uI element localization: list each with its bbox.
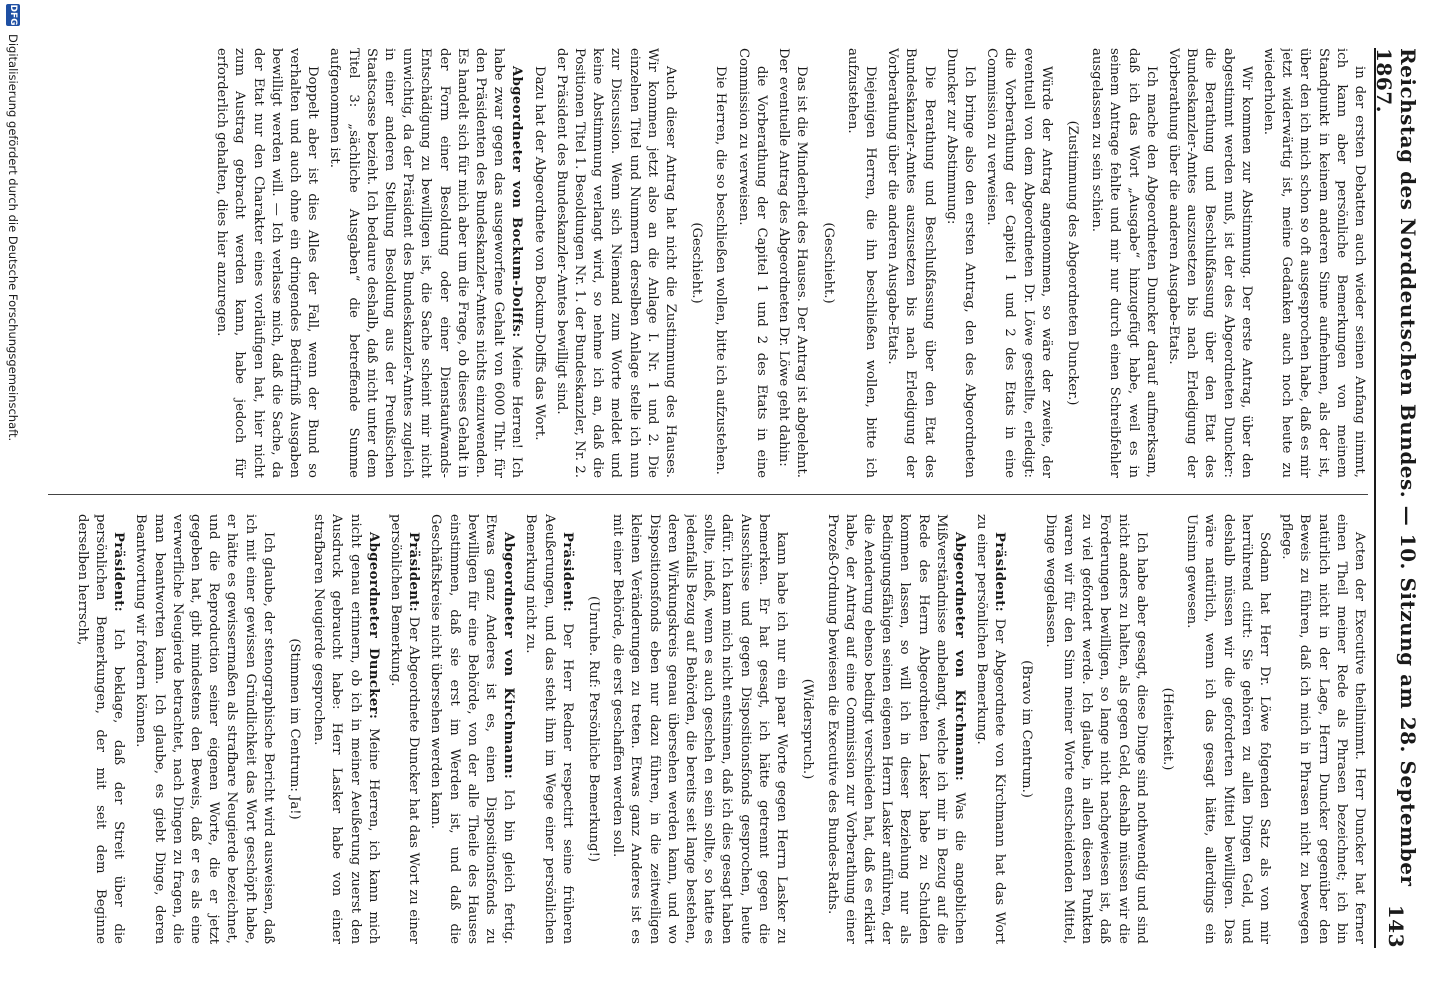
paragraph: Sodann hat Herr Dr. Löwe folgenden Satz als von mir herrührend citirt: Sie gehören zu allen Dingen Geld, und deshalb müssen wir die geforderten Mittel bewilligen. Das wäre natürlich, wenn ich das gesagt hätte, allerdings ein Unsinn gewesen. (1184, 514, 1272, 944)
paragraph (309, 514, 382, 944)
speech-text: Der Abgeordnete Duncker hat das Wort zu einer persönlichen Bemerkung. (388, 514, 422, 944)
header-rule (1374, 48, 1376, 948)
paragraph: Ich bringe also den ersten Antrag, den des Abgeordneten Duncker zur Abstimmung: (943, 48, 977, 478)
paragraph: Dazu hat der Abgeordnete von Bockum-Dolffs das Wort. (531, 66, 547, 441)
paragraph (325, 48, 525, 478)
stage-direction: (Unruhe. Ruf: Persönliche Bemerkung!) (586, 595, 602, 863)
left-column (48, 48, 1368, 478)
stage-direction: (Zustimmung des Abgeordneten Duncker.) (1064, 120, 1080, 406)
speech-text: Meine Herren, ich kann mich nicht genau erinnern, ob ich in meiner Aeußerung zuerst den Ausdruck gebraucht habe: Herr Lasker habe von einer strafbaren Neugierde gesprochen. (311, 514, 381, 944)
right-column (48, 514, 1368, 944)
running-title: Reichstag des Norddeutschen Bundes. — 10. Sitzung am 28. September 1867. (1372, 48, 1420, 887)
speaker-name: Präsident: (406, 532, 422, 613)
paragraph: kann habe ich nur ein paar Worte gegen Herrn Lasker zu bemerken. Er hat gesagt, ich hätte getrennt gegen die Ausschüsse und gegen Dispositionsfonds gesprochen, heute dafür. Ich kann mich nicht entsinnen, daß ich dies gesagt haben sollte, indeß, wenn es auch gescheh en sein sollte, so hatte es jedenfalls Bezug auf Behörden, die bereits seit lange bestehen, deren Wirkungskreis genau übersehen werden kann, und wo Dispositionsfonds eben nur dazu führen, in die zeitweiligen kleinen Veränderungen zu treten. Etwas ganz Anderes ist es mit einer Behörde, die erst geschaffen werden soll. (610, 514, 790, 944)
speaker-name: Präsident: (111, 532, 127, 613)
paragraph: die Vorberathung der Capitel 1 und 2 des Etats in eine Commission zu verweisen. (735, 48, 769, 478)
paragraph: Doppelt aber ist dies Alles der Fall, wenn der Bund so verhalten und auch ohne ein dringendes Bedürfniß Ausgaben bewilligt werden will. — Ich verlasse mich, daß die Sache, da der Etat nur den Charakter eines vorläufigen hat, hier nicht zum Austrag gebracht werden kann, habe jedoch für erforderlich gehalten, dies hier anzuregen. (214, 48, 321, 478)
speech-text: Was die angeblichen Mißverständnisse anbelangt, welche ich mir in Bezug auf die Rede des Herrn Abgeordneten Lasker habe zu Schulden kommen lassen, so will ich in dieser Beziehung nur als Bedingungsfähigen seinen eigenen Herrn Lasker anführen, der die Aenderung ebenso bedingt verschieden hat, daß es erklärt habe, der Antrag auf eine Commission zur Vorberathung einer Prozeß-Ordnung bewiesen die Executive des Bundes-Raths. (824, 514, 967, 944)
paragraph (521, 514, 576, 944)
speaker-name: Abgeordneter von Kirchmann: (951, 532, 967, 782)
column-divider (48, 494, 1368, 495)
speaker-name: Präsident: (559, 532, 575, 613)
paragraph: Würde der Antrag angenommen, so wäre der zweite, der eventuell von dem Abgeordneten Dr. Löwe gestellte, erledigt: die Vorberathung der Capitel 1 und 2 des Etats in eine Commission zu verweisen. (984, 48, 1054, 478)
speech-text: Ich beklage, daß der Streit über die persönlichen Bemerkungen, der mit seit dem Beginne derselben herrscht, (74, 514, 127, 944)
paragraph: in der ersten Debatten auch wieder seinen Anfang nimmt, ich kann aber persönliche Bemerkungen von meinem Standpunkt in keinem anderen Sinne aufnehmen, als der ist, über den ich mich schon so oft ausgesprochen habe, daß es mir jetzt widerwärtig ist, meine Gedanken auch noch heute zu wiederholen. (1260, 48, 1367, 478)
paragraph (426, 514, 517, 944)
speech-text: Meine Herren! Ich habe zwar gegen das ausgeworfene Gehalt von 6000 Thlr. für den Präsidenten des Bundeskanzler-Amtes nichts einzuwenden. Es handelt sich für mich aber um die Frage, ob dieses Gehalt in der Form einer Besoldung oder einer Dienstaufwands-Entschädigung zu bewilligen ist, die Sache scheint mir nicht unwichtig, da der Präsident des Bundeskanzler-Amtes zugleich in einer anderen Stellung Besoldung aus der Preußischen Staatscasse bezieht. Ich bedaure deshalb, daß nicht unter dem Titel 3: „sächliche Ausgaben“ die betreffende Summe aufgenommen ist. (327, 48, 525, 478)
footer-text: Digitalisierung gefördert durch die Deutsche Forschungsgemeinschaft. (6, 34, 20, 442)
speaker-name: Abgeordneter von Kirchmann: (501, 532, 517, 780)
speech-text: Der Herr Redner respectirt seine früheren Aeußerungen, und das steht ihm im Wege einer persönlichen Bemerkung nicht zu. (523, 514, 575, 944)
paragraph: Wir kommen zur Abstimmung. Der erste Antrag, über den abgestimmt werden muß, ist der des Abgeordneten Duncker: die Berathung und Beschlußfassung über den Etat des Bundeskanzler-Amtes auszusetzen bis nach Erledigung der Vorberathung über die anderen Ausgabe-Etats. (1165, 48, 1254, 478)
paragraph: Diejenigen Herren, die ihn beschließen wollen, bitte ich aufzustehen. (844, 48, 878, 478)
page-footer (2, 0, 24, 1000)
paragraph: Ich mache den Abgeordneten Duncker darauf aufmerksam, daß ich das Wort „Ausgabe“ hinzugefügt habe, weil es in seinem Antrage fehlte und mir nur durch einen Schreibfehler ausgelassen zu sein schien. (1089, 48, 1159, 478)
stage-direction: (Stimmen im Centrum: Ja!) (287, 638, 303, 820)
stage-direction: (Bravo im Centrum.) (1018, 660, 1034, 798)
stage-direction: (Geschieht.) (689, 222, 705, 304)
paragraph: Auch dieser Antrag hat nicht die Zustimmung des Hauses. Wir kommen jetzt also an die Anlage I. Nr. 1 und 2. Die einzelnen Titel und Nummern derselben Anlage stelle ich nun zur Discussion. Wenn sich Niemand zum Worte meldet und keine Abstimmung verlangt wird, so nehme ich an, daß die Positionen Titel 1. Besoldungen Nr. 1. der Bundeskanzler, Nr. 2. der Präsident des Bundeskanzler-Amtes bewilligt sind. (553, 48, 679, 478)
dfg-logo: DFG (8, 4, 18, 26)
speech-text: Der Abgeordnete von Kirchmann hat das Wort zu einer persönlichen Bemerkung. (974, 514, 1008, 944)
paragraph (386, 514, 422, 944)
paragraph (73, 514, 128, 944)
speaker-name: Präsident: (992, 532, 1008, 613)
stage-direction: (Geschieht.) (820, 222, 836, 304)
stage-direction: (Heiterkeit.) (1159, 687, 1175, 771)
speech-text: Ich bin gleich fertig. Etwas ganz Anderes ist es, einen Dispositionsfonds zu bewilligen für eine Behörde, von der alle Theile des Hauses einstimmen, daß sie erst im Werden ist, und daß die Geschäftskreise nicht übersehen werden kann. (428, 514, 517, 944)
page-number: 143 (1384, 904, 1408, 948)
speaker-name: Abgeordneter Duncker: (365, 532, 381, 720)
paragraph (972, 514, 1008, 944)
stage-direction: (Widerspruch.) (800, 678, 816, 780)
paragraph: Acten der Executive theilnimmt. Herr Duncker hat ferner einen Theil meiner Rede als Phrasen bezeichnet; ich bin natürlich nicht in der Lage, Herrn Duncker gegenüber den Beweis zu führen, daß ich mich in Phrasen nicht zu bewegen pflege. (1279, 514, 1367, 944)
paragraph: Ich glaube, der stenographische Bericht wird ausweisen, daß ich mit einer gewissen Gründlichkeit das Wort geschöpft habe, er hätte es gewissermaßen als strafbare Neugierde bezeichnet, und die Reproduction seiner eigenen Worte, die er jetzt gegeben hat, gibt mindestens den Beweis, daß er es als eine verwerfliche Neugierde betrachtet, nach Dingen zu fragen, die man beantworten kann. Ich glaube, es giebt Dinge, deren Beantwortung wir fordern können. (133, 514, 276, 944)
paragraph (822, 514, 968, 944)
paragraph: Die Herren, die so beschließen wollen, bitte ich aufzustehen. (713, 66, 729, 475)
paragraph: Die Berathung und Beschlußfassung über den Etat des Bundeskanzler-Amtes auszusetzen bis nach Erledigung der Vorberathung über die anderen Ausgabe-Etats. (885, 48, 937, 478)
paragraph: Das ist die Minderheit des Hauses. Der Antrag ist abgelehnt. Der eventuelle Antrag des Abgeordneten Dr. Löwe geht dahin: (776, 48, 810, 478)
paragraph: Ich habe aber gesagt, diese Dinge sind nothwendig und sind nicht anders zu halten, als gegen Geld, deshalb müssen wir die Forderungen bewilligen, so lange nicht nachgewiesen ist, daß zu viel gefordert werde. Ich glaube, in allen diesen Punkten waren wir für den Sinn meiner Worte entscheidenden Mittel, Dinge weggelassen. (1042, 514, 1149, 944)
speaker-name: Abgeordneter von Bockum-Dolffs: (509, 66, 525, 338)
page-header (1372, 48, 1420, 948)
